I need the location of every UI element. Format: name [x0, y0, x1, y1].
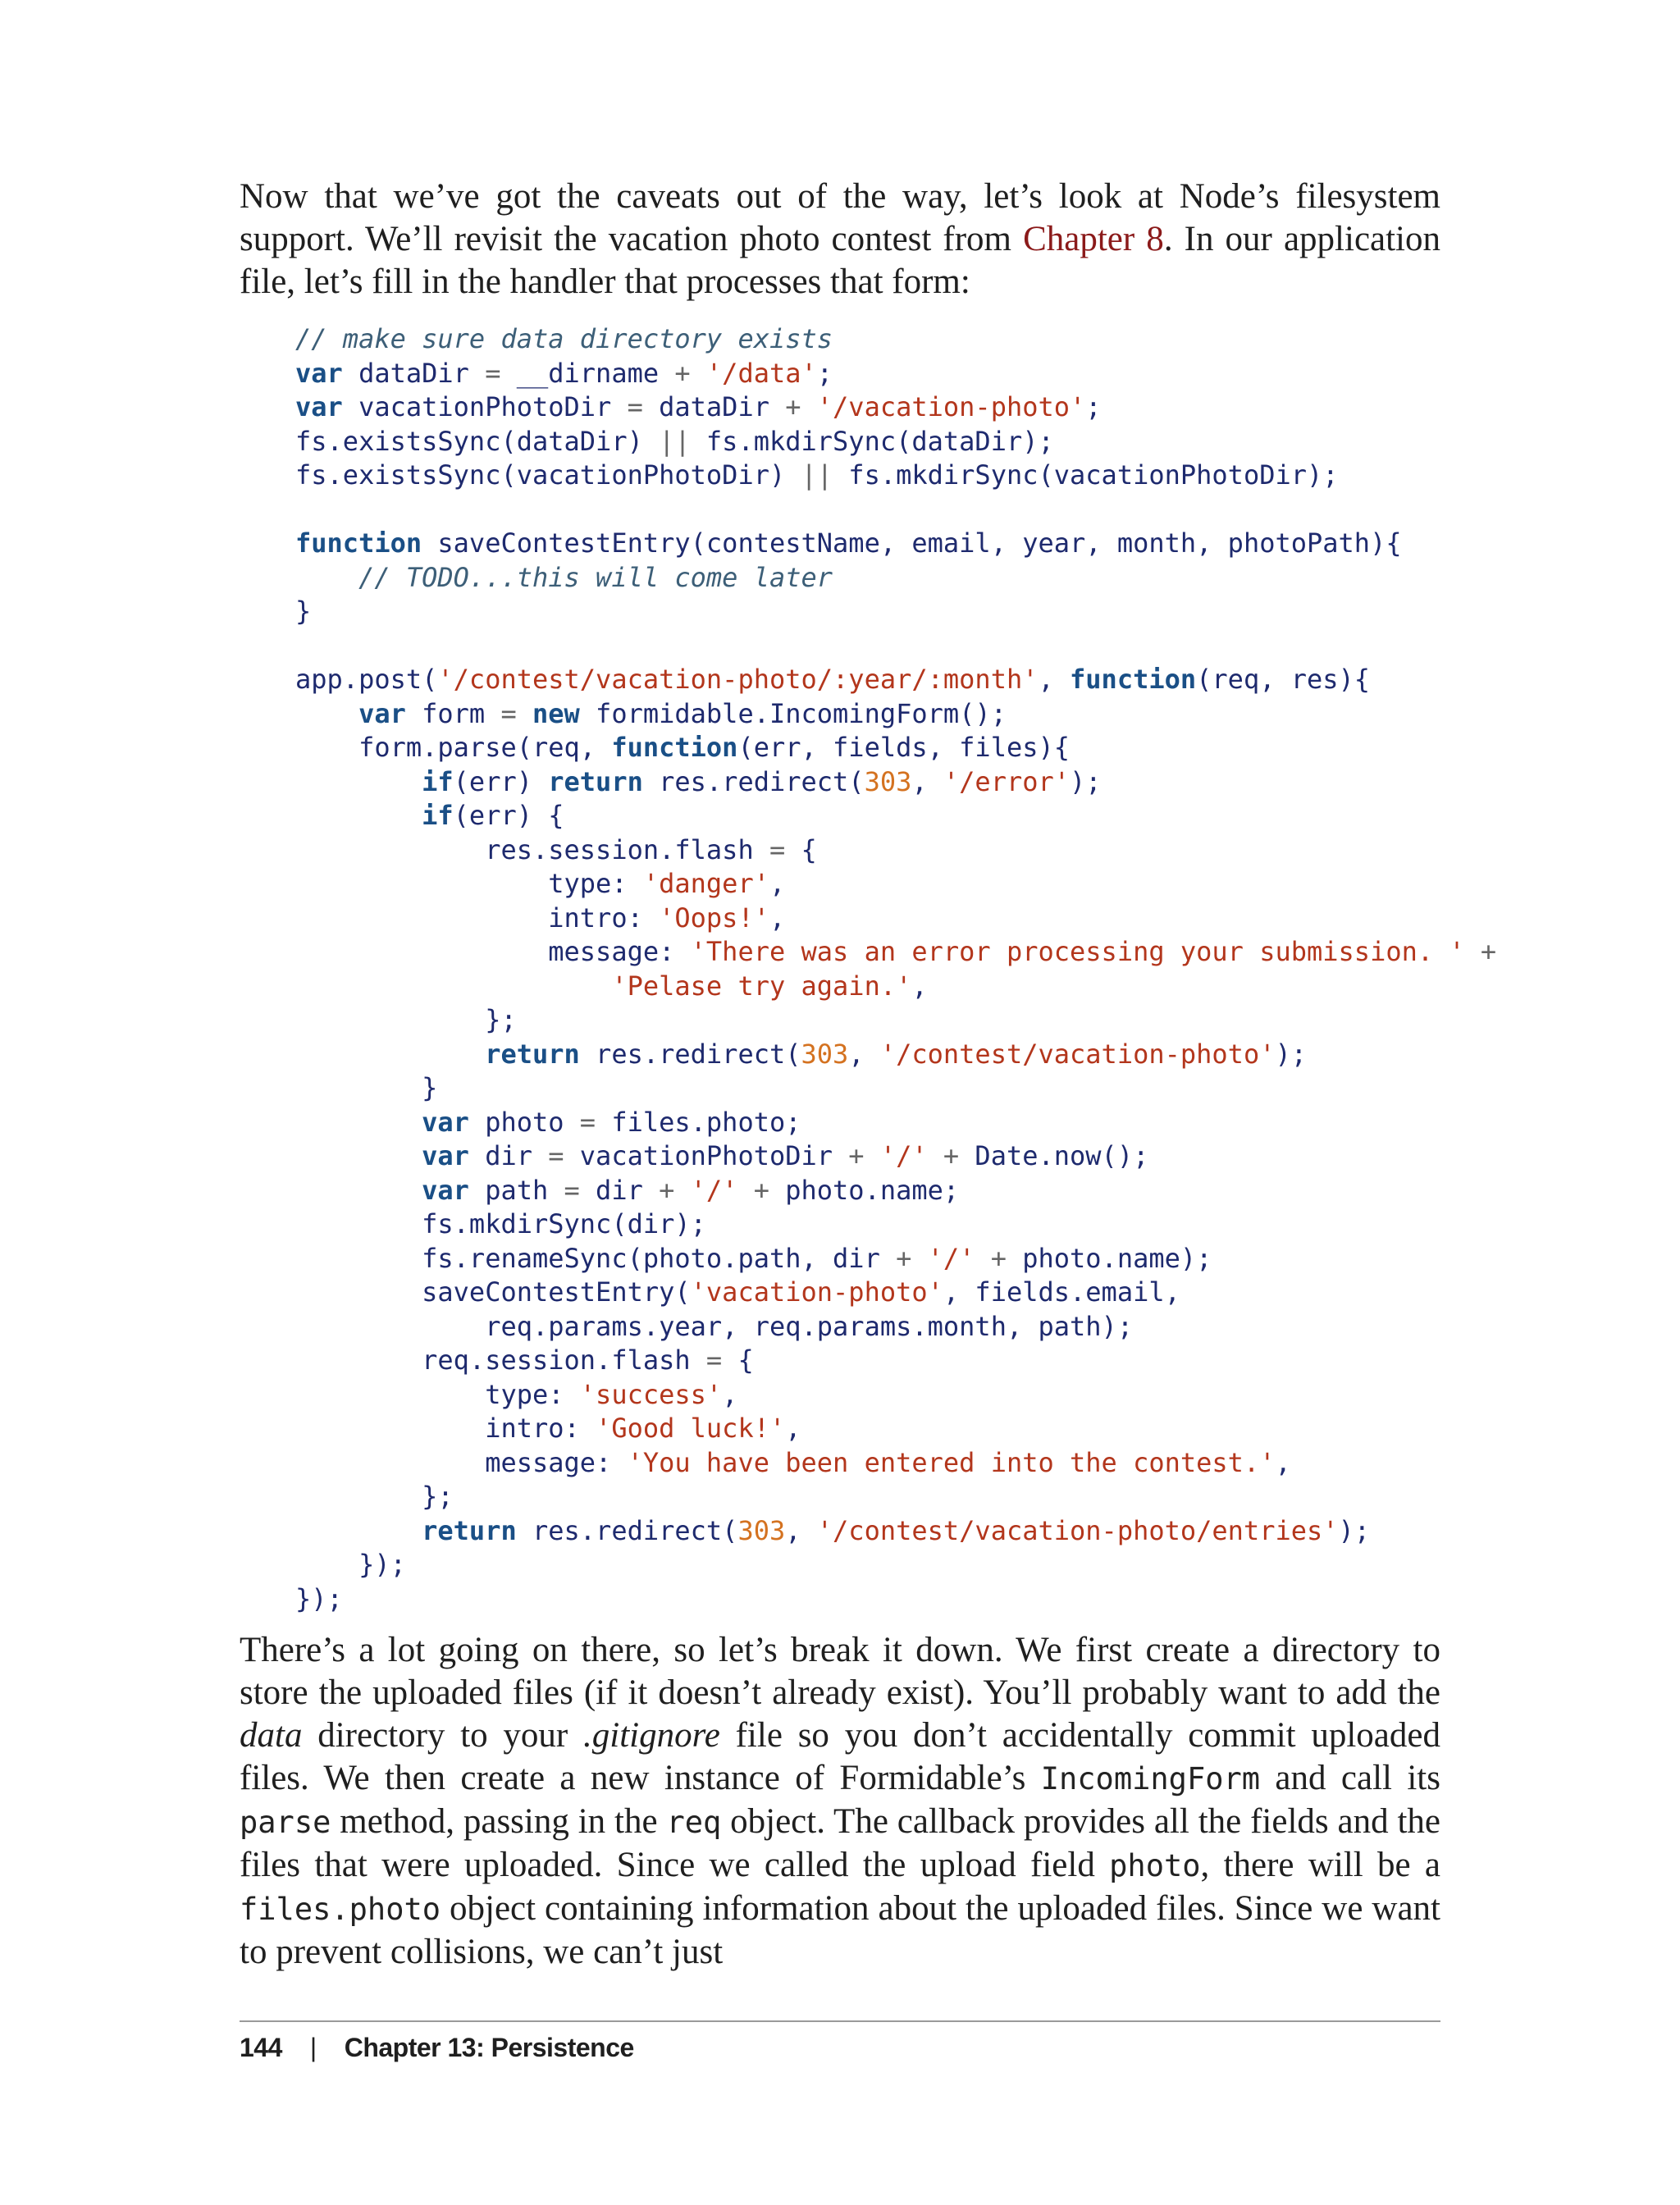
- page-number: 144: [240, 2033, 282, 2062]
- intro-text-1: Now that we’ve got the caveats out of the way, let’s look at Node’s filesystem support. We’ll revisit the vacation photo contest from: [240, 177, 1440, 258]
- gitignore-term: .gitignore: [583, 1716, 720, 1755]
- code-text: path: [468, 1174, 564, 1206]
- explain-text: object. The callback provides all the fields and the files that were uploaded. Since we called the upload field: [240, 1802, 1440, 1884]
- code-keyword: var: [295, 357, 343, 389]
- code-line: [295, 1379, 737, 1410]
- code-text: );: [1275, 1038, 1307, 1070]
- code-text: ,: [911, 970, 928, 1002]
- code-text: , fields.email,: [943, 1276, 1180, 1308]
- code-keyword: function: [1070, 664, 1197, 695]
- code-text: files.photo;: [596, 1106, 801, 1138]
- code-keyword: var: [295, 391, 343, 422]
- code-line: [295, 1107, 801, 1138]
- code-text: photo.name);: [1006, 1242, 1212, 1274]
- code-string: '/vacation-photo': [816, 391, 1086, 422]
- explain-text: object containing information about the uploaded files. Since we want to prevent collisions, we can’t just: [240, 1889, 1440, 1971]
- code-line: [295, 1208, 706, 1239]
- code-operator: =: [485, 357, 501, 389]
- code-line: [295, 936, 1496, 967]
- code-text: (err): [453, 765, 549, 797]
- code-line: [295, 664, 1370, 695]
- code-text: [975, 1243, 990, 1274]
- code-operator: =: [500, 697, 517, 729]
- code-line: [295, 1243, 1212, 1274]
- code-keyword: if: [422, 765, 454, 797]
- code-operator: ||: [801, 459, 833, 491]
- code-line: [295, 1481, 454, 1512]
- code-text: {: [785, 833, 817, 865]
- code-text: });: [295, 1549, 406, 1580]
- chapter-8-link[interactable]: Chapter 8: [1023, 220, 1164, 258]
- code-string: 'You have been entered into the contest.': [627, 1446, 1276, 1478]
- code-text: ,: [769, 868, 786, 899]
- code-operator: +: [785, 391, 801, 422]
- code-operator: =: [548, 1140, 564, 1171]
- incomingform-code: IncomingForm: [1040, 1761, 1261, 1796]
- code-operator: =: [564, 1174, 580, 1206]
- code-text: );: [1338, 1514, 1371, 1546]
- code-text: photo: [468, 1106, 580, 1138]
- code-text: [295, 1515, 422, 1546]
- code-line: [295, 1175, 959, 1206]
- code-line: [295, 732, 1070, 763]
- code-text: [295, 1107, 422, 1138]
- code-line: [295, 596, 311, 627]
- code-line: [295, 1515, 1370, 1546]
- code-keyword: var: [358, 697, 406, 729]
- code-text: fs.existsSync(vacationPhotoDir): [295, 459, 801, 491]
- code-line: [295, 391, 1102, 422]
- code-listing: [295, 322, 1496, 1616]
- code-text: [295, 1175, 422, 1206]
- code-text: type:: [295, 868, 643, 899]
- intro-paragraph: [240, 176, 1440, 304]
- code-line: [295, 1140, 1148, 1171]
- code-text: [1465, 936, 1481, 967]
- code-text: [517, 698, 532, 729]
- code-text: res.redirect(: [516, 1514, 738, 1546]
- code-text: (err) {: [453, 800, 564, 831]
- explain-text: There’s a lot going on there, so let’s break it down. We first create a directory to store the uploaded files (if it doesn’t already exist). You’ll probably want to add the: [240, 1631, 1440, 1712]
- code-text: intro:: [295, 1413, 596, 1444]
- explain-text: directory to your: [302, 1716, 584, 1755]
- code-comment: // TODO...this will come later: [358, 561, 833, 593]
- intro-text-2: . In our application file, let’s fill in the handler that processes that form:: [240, 220, 1441, 301]
- code-operator: =: [769, 833, 786, 865]
- code-text: };: [295, 1481, 454, 1512]
- code-operator: +: [896, 1242, 912, 1274]
- code-text: fs.mkdirSync(dir);: [295, 1208, 706, 1239]
- files-photo-code: files.photo: [240, 1892, 441, 1927]
- code-text: [295, 562, 358, 593]
- code-text: message:: [295, 1446, 628, 1478]
- code-string: 'success': [579, 1378, 723, 1410]
- code-string: '/': [690, 1174, 738, 1206]
- code-text: [928, 1140, 943, 1171]
- code-text: }: [295, 1072, 438, 1103]
- code-string: 'danger': [642, 868, 769, 899]
- code-line: [295, 358, 833, 389]
- code-text: dir: [468, 1140, 549, 1171]
- code-line: [295, 1413, 801, 1444]
- code-operator: +: [659, 1174, 675, 1206]
- code-text: [295, 1039, 485, 1070]
- explain-text: and call its: [1260, 1759, 1440, 1797]
- code-text: dir: [579, 1174, 660, 1206]
- code-operator: +: [1480, 936, 1497, 967]
- code-line: [295, 970, 928, 1002]
- code-number: 303: [864, 765, 912, 797]
- code-text: formidable.IncomingForm();: [579, 697, 1007, 729]
- code-string: '/': [879, 1140, 928, 1171]
- code-text: dataDir: [342, 357, 486, 389]
- code-text: dataDir: [642, 391, 786, 422]
- code-text: [911, 1243, 927, 1274]
- code-string: 'Oops!': [659, 902, 769, 934]
- code-string: '/contest/vacation-photo': [879, 1038, 1276, 1070]
- code-text: ;: [1085, 391, 1102, 422]
- code-text: [865, 1140, 880, 1171]
- code-keyword: function: [611, 732, 738, 763]
- code-line: [295, 1004, 517, 1035]
- code-text: fs.mkdirSync(vacationPhotoDir);: [833, 459, 1339, 491]
- code-line: [295, 562, 833, 593]
- footer-separator: |: [309, 2033, 317, 2062]
- photo-code: photo: [1109, 1848, 1201, 1883]
- code-text: intro:: [295, 902, 660, 934]
- code-string: 'vacation-photo': [690, 1276, 943, 1308]
- code-operator: =: [705, 1344, 723, 1376]
- explanation-paragraph: [240, 1629, 1440, 1974]
- code-line: [295, 1549, 406, 1580]
- data-dir-term: data: [240, 1716, 303, 1755]
- code-text: [295, 1140, 422, 1171]
- explain-text: file so you don’t accidentally commit uploaded files. We then create a new instance of Formidable’s: [240, 1716, 1440, 1797]
- code-text: {: [722, 1344, 754, 1376]
- code-comment: // make sure data directory exists: [295, 323, 833, 354]
- code-text: photo.name;: [769, 1174, 960, 1206]
- code-line: [295, 1276, 1180, 1308]
- code-text: res.redirect(: [642, 765, 865, 797]
- code-text: });: [295, 1582, 343, 1614]
- code-text: (req, res){: [1196, 664, 1371, 695]
- code-line: [295, 1447, 1291, 1478]
- code-text: saveContestEntry(contestName, email, year, month, photoPath){: [422, 527, 1402, 559]
- code-line: [295, 459, 1339, 491]
- code-text: Date.now();: [959, 1140, 1149, 1171]
- code-keyword: if: [422, 800, 454, 831]
- code-text: [295, 766, 422, 797]
- code-operator: +: [990, 1242, 1007, 1274]
- code-text: [691, 358, 706, 389]
- code-text: app.post(: [295, 664, 438, 695]
- code-operator: =: [627, 391, 643, 422]
- code-text: req.params.year, req.params.month, path);: [295, 1310, 1134, 1342]
- code-text: ,: [785, 1413, 801, 1444]
- footer-divider: [240, 2020, 1440, 2022]
- req-code: req: [666, 1805, 722, 1840]
- code-number: 303: [801, 1038, 849, 1070]
- code-line: [295, 766, 1102, 797]
- code-number: 303: [737, 1514, 786, 1546]
- code-operator: =: [579, 1106, 596, 1138]
- code-operator: +: [674, 357, 691, 389]
- code-line: [295, 1039, 1307, 1070]
- code-keyword: new: [532, 697, 580, 729]
- code-line: [295, 800, 564, 831]
- code-text: fs.existsSync(dataDir): [295, 425, 660, 457]
- code-string: 'There was an error processing your submission. ': [690, 936, 1465, 967]
- code-text: };: [295, 1004, 517, 1035]
- code-string: 'Good luck!': [596, 1413, 786, 1444]
- explain-text: , there will be a: [1200, 1846, 1440, 1884]
- code-text: (err, fields, files){: [737, 732, 1071, 763]
- code-string: '/data': [705, 357, 817, 389]
- code-line: [295, 698, 1007, 729]
- code-text: message:: [295, 936, 691, 967]
- code-text: [801, 391, 817, 422]
- code-text: [295, 970, 611, 1002]
- code-text: form: [405, 697, 501, 729]
- code-operator: +: [943, 1140, 960, 1171]
- parse-code: parse: [240, 1805, 331, 1840]
- code-string: '/error': [943, 765, 1071, 797]
- code-keyword: return: [422, 1514, 517, 1546]
- code-text: ,: [785, 1514, 817, 1546]
- code-string: 'Pelase try again.': [611, 970, 912, 1002]
- code-line: [295, 323, 833, 354]
- code-line: [295, 834, 817, 865]
- code-keyword: var: [422, 1140, 469, 1171]
- code-text: [295, 698, 358, 729]
- code-operator: ||: [659, 425, 691, 457]
- code-text: ,: [722, 1378, 738, 1410]
- code-text: form.parse(req,: [295, 732, 612, 763]
- code-text: type:: [295, 1378, 580, 1410]
- code-text: vacationPhotoDir: [342, 391, 628, 422]
- code-keyword: var: [422, 1174, 469, 1206]
- code-text: ,: [1275, 1446, 1291, 1478]
- code-text: }: [295, 596, 312, 627]
- code-text: __dirname: [500, 357, 675, 389]
- code-text: ,: [769, 902, 786, 934]
- code-operator: +: [753, 1174, 769, 1206]
- code-text: ,: [848, 1038, 880, 1070]
- code-text: fs.mkdirSync(dataDir);: [690, 425, 1054, 457]
- code-line: [295, 1072, 437, 1103]
- code-text: [737, 1175, 753, 1206]
- code-text: ,: [1038, 664, 1071, 695]
- code-text: );: [1070, 765, 1102, 797]
- code-text: res.redirect(: [579, 1038, 801, 1070]
- code-keyword: return: [548, 765, 643, 797]
- code-keyword: var: [422, 1106, 469, 1138]
- code-line: [295, 1344, 754, 1376]
- code-text: req.session.flash: [295, 1344, 706, 1376]
- code-text: res.session.flash: [295, 833, 769, 865]
- code-keyword: return: [485, 1038, 580, 1070]
- chapter-title: Chapter 13: Persistence: [344, 2033, 634, 2062]
- page-footer: [240, 2033, 634, 2063]
- code-keyword: function: [295, 527, 422, 559]
- code-text: fs.renameSync(photo.path, dir: [295, 1242, 897, 1274]
- code-text: saveContestEntry(: [295, 1276, 691, 1308]
- code-line: [295, 426, 1054, 457]
- code-text: ,: [911, 765, 943, 797]
- code-text: [295, 800, 422, 831]
- code-text: [674, 1175, 690, 1206]
- code-operator: +: [848, 1140, 865, 1171]
- code-text: ;: [816, 357, 833, 389]
- code-line: [295, 1583, 343, 1614]
- code-string: '/': [927, 1242, 975, 1274]
- code-line: [295, 902, 785, 934]
- code-line: [295, 527, 1402, 559]
- code-line: [295, 1311, 1133, 1342]
- explain-text: method, passing in the: [331, 1802, 667, 1841]
- code-string: '/contest/vacation-photo/:year/:month': [437, 664, 1039, 695]
- code-string: '/contest/vacation-photo/entries': [816, 1514, 1339, 1546]
- code-line: [295, 868, 785, 899]
- code-text: vacationPhotoDir: [564, 1140, 849, 1171]
